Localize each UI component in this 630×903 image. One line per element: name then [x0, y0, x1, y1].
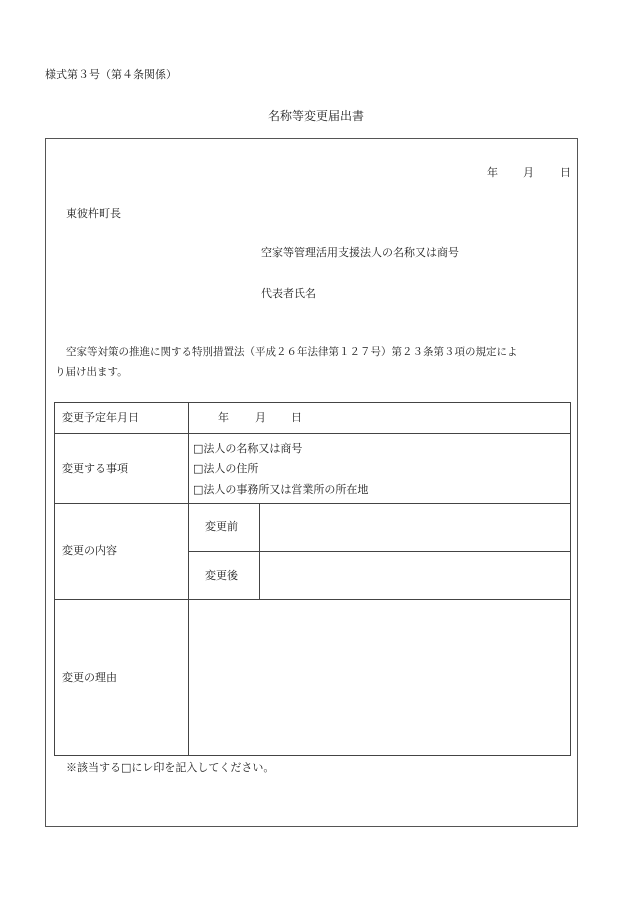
after-label: 変更後: [205, 569, 238, 582]
body-text-line1: 空家等対策の推進に関する特別措置法（平成２６年法律第１２７号）第２３条第３項の規定によ: [66, 346, 518, 358]
option-corp-address[interactable]: □法人の住所: [193, 462, 259, 475]
checkbox-note: ※該当する□にレ印を記入してください。: [66, 761, 275, 774]
reason-label: 変更の理由: [62, 671, 117, 684]
row-divider: [55, 433, 570, 434]
column-divider: [259, 503, 260, 599]
row-divider: [55, 599, 570, 600]
planned-day-label: 日: [291, 411, 302, 424]
date-year-label: 年: [487, 166, 498, 179]
planned-year-label: 年: [218, 411, 229, 424]
applicant-corp-label: 空家等管理活用支援法人の名称又は商号: [261, 246, 459, 259]
before-label: 変更前: [205, 520, 238, 533]
option-corp-name[interactable]: □法人の名称又は商号: [193, 442, 303, 455]
date-day-label: 日: [560, 166, 571, 179]
addressee: 東彼杵町長: [66, 207, 121, 220]
date-month-label: 月: [523, 166, 534, 179]
row-divider: [55, 503, 570, 504]
form-number: 様式第３号（第４条関係）: [45, 68, 177, 81]
change-table: [54, 402, 571, 756]
row-divider: [188, 551, 570, 552]
planned-date-label: 変更予定年月日: [62, 411, 139, 424]
form-title: 名称等変更届出書: [268, 109, 365, 123]
content-label: 変更の内容: [62, 544, 117, 557]
column-divider: [188, 403, 189, 755]
planned-month-label: 月: [255, 411, 266, 424]
body-text-line2: り届け出ます。: [55, 366, 128, 378]
applicant-rep-label: 代表者氏名: [261, 287, 316, 300]
option-office-location[interactable]: □法人の事務所又は営業所の所在地: [193, 483, 369, 496]
items-label: 変更する事項: [62, 462, 128, 475]
